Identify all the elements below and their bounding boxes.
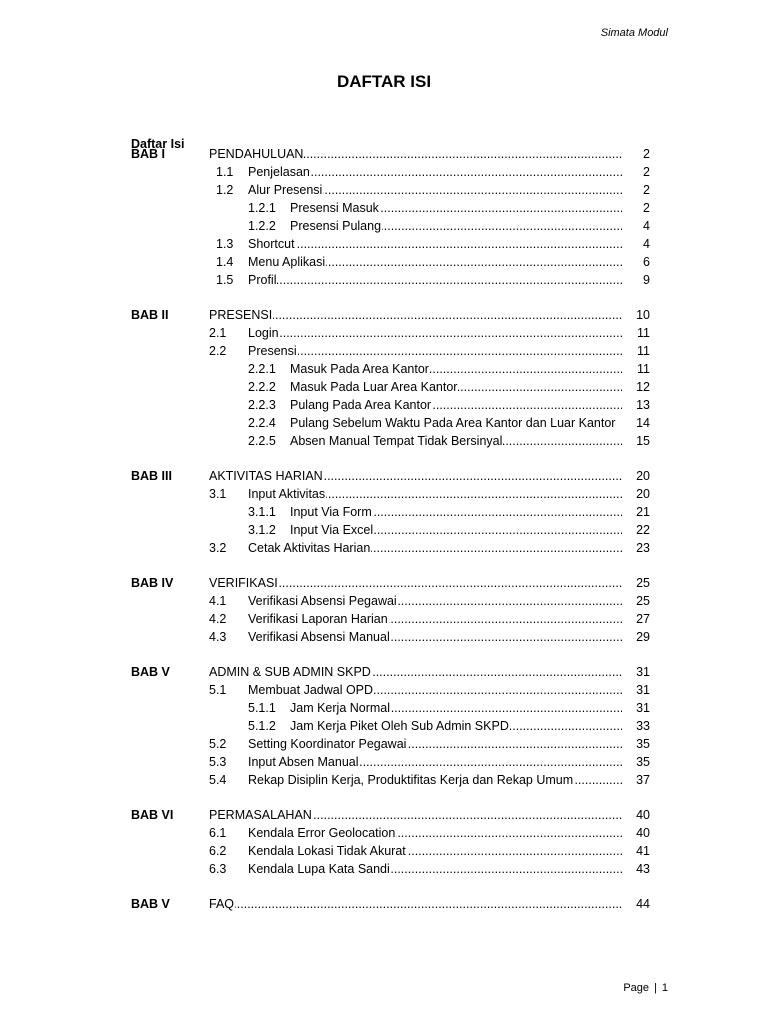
toc-entry [0, 145, 768, 163]
toc-entry-page: 6 [643, 255, 650, 269]
toc-entry [0, 753, 768, 771]
toc-entry [0, 485, 768, 503]
toc-entry-title: VERIFIKASI [209, 576, 278, 590]
toc-entry [0, 217, 768, 235]
toc-entry [0, 610, 768, 628]
toc-entry [0, 235, 768, 253]
toc-chapter-label: BAB V [131, 897, 170, 911]
toc-entry-title: AKTIVITAS HARIAN [209, 469, 323, 483]
toc-entry-page: 23 [636, 541, 650, 555]
toc-entry-number: 1.2.1 [248, 201, 276, 215]
toc-entry-title: PERMASALAHAN [209, 808, 312, 822]
toc-entry [0, 842, 768, 860]
toc-entry-page: 35 [636, 737, 650, 751]
toc-entry-title: Verifikasi Absensi Manual [248, 630, 390, 644]
toc-entry-title: Penjelasan [248, 165, 310, 179]
toc-entry-page: 12 [636, 380, 650, 394]
toc-entry-page: 4 [643, 219, 650, 233]
toc-entry-number: 1.2.2 [248, 219, 276, 233]
toc-entry [0, 521, 768, 539]
toc-entry-leader [209, 895, 622, 913]
toc-entry [0, 467, 768, 485]
toc-entry-page: 25 [636, 576, 650, 590]
toc-chapter-label: BAB IV [131, 576, 174, 590]
toc-entry-page: 2 [643, 165, 650, 179]
toc-entry-page: 40 [636, 826, 650, 840]
toc-entry-page: 29 [636, 630, 650, 644]
toc-entry-leader [209, 663, 622, 681]
toc-entry-number: 6.1 [209, 826, 227, 840]
page-label: Page [623, 982, 650, 994]
toc-entry-number: 2.2.2 [248, 380, 276, 394]
toc-entry-page: 20 [636, 469, 650, 483]
toc-entry-leader [290, 717, 622, 735]
toc-chapter-label: BAB VI [131, 808, 174, 822]
page-separator: | [654, 982, 657, 994]
toc-entry [0, 574, 768, 592]
toc-entry-page: 20 [636, 487, 650, 501]
toc-entry-title: Profil [248, 273, 277, 287]
toc-entry [0, 163, 768, 181]
toc-entry-title: Shortcut [248, 237, 295, 251]
toc-entry [0, 271, 768, 289]
toc-entry-page: 40 [636, 808, 650, 822]
toc-entry-leader [209, 574, 622, 592]
toc-entry-page: 2 [643, 201, 650, 215]
toc-entry-leader [209, 145, 622, 163]
toc-entry-page: 10 [636, 308, 650, 322]
toc-entry-title: Kendala Lupa Kata Sandi [248, 862, 390, 876]
toc-entry-page: 15 [636, 434, 650, 448]
toc-entry-page: 2 [643, 183, 650, 197]
toc-entry-page: 11 [637, 344, 650, 358]
toc-entry-number: 5.3 [209, 755, 227, 769]
toc-entry-leader [248, 342, 622, 360]
toc-entry [0, 199, 768, 217]
toc-entry-title: Input Aktivitas [248, 487, 326, 501]
toc-entry [0, 342, 768, 360]
toc-entry-number: 2.1 [209, 326, 227, 340]
toc-entry-page: 41 [636, 844, 650, 858]
toc-entry [0, 360, 768, 378]
toc-entry-number: 5.4 [209, 773, 227, 787]
toc-entry-title: Input Absen Manual [248, 755, 359, 769]
toc-entry-number: 2.2.1 [248, 362, 276, 376]
toc-entry [0, 663, 768, 681]
toc-entry-title: PENDAHULUAN [209, 147, 304, 161]
toc-entry-leader [209, 467, 622, 485]
toc-entry-title: FAQ [209, 897, 235, 911]
toc-entry-leader [248, 163, 622, 181]
toc-entry-number: 5.1.2 [248, 719, 276, 733]
toc-entry-page: 31 [636, 683, 650, 697]
toc-entry-title: Jam Kerja Piket Oleh Sub Admin SKPD [290, 719, 509, 733]
toc-entry-leader [248, 253, 622, 271]
toc-entry-page: 44 [636, 897, 650, 911]
toc-entry-leader [248, 842, 622, 860]
toc-entry-title: Kendala Error Geolocation [248, 826, 396, 840]
toc-chapter-label: BAB III [131, 469, 172, 483]
toc-entry [0, 717, 768, 735]
toc-entry-title: Rekap Disiplin Kerja, Produktifitas Kerja dan Rekap Umum [248, 773, 574, 787]
toc-entry-leader [248, 539, 622, 557]
toc-entry-title: Presensi [248, 344, 297, 358]
toc-entry [0, 592, 768, 610]
toc-entry-title: ADMIN & SUB ADMIN SKPD [209, 665, 371, 679]
toc-entry-number: 6.2 [209, 844, 227, 858]
toc-entry [0, 860, 768, 878]
page-header: Simata Modul [600, 27, 668, 39]
toc-entry-number: 3.1.1 [248, 505, 276, 519]
toc-entry-leader [290, 432, 622, 450]
toc-entry-title: Presensi Pulang [290, 219, 382, 233]
toc-entry-title: Menu Aplikasi [248, 255, 326, 269]
toc-entry-number: 3.1.2 [248, 523, 276, 537]
toc-entry-leader [248, 735, 622, 753]
toc-entry-number: 5.1 [209, 683, 227, 697]
toc-entry-page: 25 [636, 594, 650, 608]
toc-entry-page: 11 [637, 362, 650, 376]
page-title: DAFTAR ISI [336, 72, 432, 91]
toc-entry-leader [248, 181, 622, 199]
toc-entry-leader [209, 806, 622, 824]
toc-entry-page: 33 [636, 719, 650, 733]
toc-entry [0, 699, 768, 717]
toc-entry-leader [290, 199, 622, 217]
toc-entry [0, 735, 768, 753]
toc-entry-page: 11 [637, 326, 650, 340]
toc-entry-title: Verifikasi Laporan Harian [248, 612, 388, 626]
toc-entry-title: Verifikasi Absensi Pegawai [248, 594, 397, 608]
toc-entry [0, 253, 768, 271]
toc-entry-number: 4.3 [209, 630, 227, 644]
toc-entry-page: 37 [636, 773, 650, 787]
toc-entry-leader [248, 235, 622, 253]
toc-chapter-label: BAB V [131, 665, 170, 679]
toc-entry-page: 31 [636, 665, 650, 679]
toc-entry [0, 432, 768, 450]
toc-entry-leader [248, 485, 622, 503]
toc-entry-number: 1.1 [216, 165, 234, 179]
toc-entry-leader [209, 306, 622, 324]
toc-entry-title: Pulang Pada Area Kantor [290, 398, 432, 412]
toc-entry [0, 824, 768, 842]
toc-entry-title: Input Via Excel [290, 523, 374, 537]
toc-entry-page: 14 [636, 416, 650, 430]
toc-entry [0, 181, 768, 199]
toc-entry-number: 2.2.5 [248, 434, 276, 448]
toc-entry-number: 4.2 [209, 612, 227, 626]
toc-entry [0, 771, 768, 789]
toc-entry [0, 681, 768, 699]
toc-heading: Daftar Isi [131, 137, 185, 151]
toc-entry [0, 324, 768, 342]
toc-entry-page: 21 [636, 505, 650, 519]
toc-entry-title: Cetak Aktivitas Harian [248, 541, 371, 555]
toc-entry-title: Setting Koordinator Pegawai [248, 737, 407, 751]
toc-entry-title: Jam Kerja Normal [290, 701, 391, 715]
toc-entry-leader [248, 681, 622, 699]
toc-entry-leader [290, 378, 622, 396]
toc-entry-number: 2.2 [209, 344, 227, 358]
toc-entry-leader [248, 824, 622, 842]
toc-entry-title: Kendala Lokasi Tidak Akurat [248, 844, 406, 858]
toc-entry-number: 4.1 [209, 594, 227, 608]
toc-entry-title: PRESENSI [209, 308, 273, 322]
toc-entry [0, 378, 768, 396]
toc-entry [0, 539, 768, 557]
toc-entry-title: Presensi Masuk [290, 201, 379, 215]
toc-entry-title: Masuk Pada Luar Area Kantor [290, 380, 458, 394]
toc-entry [0, 806, 768, 824]
toc-entry-page: 22 [636, 523, 650, 537]
toc-entry-leader [248, 771, 622, 789]
toc-entry-number: 2.2.3 [248, 398, 276, 412]
toc-entry-title: Membuat Jadwal OPD [248, 683, 374, 697]
toc-entry-leader [248, 628, 622, 646]
toc-entry-title: Alur Presensi [248, 183, 323, 197]
toc-entry-leader [248, 610, 622, 628]
toc-entry-page: 31 [636, 701, 650, 715]
toc-entry-page: 4 [643, 237, 650, 251]
toc-entry-title: Login [248, 326, 279, 340]
toc-entry-page: 43 [636, 862, 650, 876]
toc-entry-leader [290, 521, 622, 539]
page-footer [623, 982, 668, 994]
toc-entry-number: 2.2.4 [248, 416, 276, 430]
toc-entry-leader [248, 271, 622, 289]
toc-entry-number: 3.1 [209, 487, 227, 501]
toc-entry-number: 1.2 [216, 183, 234, 197]
toc-entry-number: 6.3 [209, 862, 227, 876]
toc-entry-leader [248, 860, 622, 878]
toc-entry-number: 5.2 [209, 737, 227, 751]
toc-entry-number: 1.5 [216, 273, 234, 287]
toc-entry-page: 35 [636, 755, 650, 769]
toc-entry-page: 13 [636, 398, 650, 412]
toc-entry-number: 1.3 [216, 237, 234, 251]
toc-entry-page: 9 [643, 273, 650, 287]
toc-entry [0, 628, 768, 646]
toc-entry-title: Input Via Form [290, 505, 372, 519]
toc-entry-number: 1.4 [216, 255, 234, 269]
toc-entry-leader [248, 324, 622, 342]
toc-entry-leader [248, 592, 622, 610]
toc-entry-title: Masuk Pada Area Kantor [290, 362, 429, 376]
toc-entry [0, 306, 768, 324]
toc-chapter-label: BAB II [131, 308, 169, 322]
toc-entry-leader [290, 217, 622, 235]
toc-entry-title: Pulang Sebelum Waktu Pada Area Kantor dan Luar Kantor [290, 416, 616, 430]
toc-entry-page: 2 [643, 147, 650, 161]
toc-entry-number: 3.2 [209, 541, 227, 555]
toc-entry-leader [290, 503, 622, 521]
toc-entry [0, 503, 768, 521]
toc-entry-leader [290, 396, 622, 414]
toc-entry-title: Absen Manual Tempat Tidak Bersinyal [290, 434, 503, 448]
toc-entry [0, 895, 768, 913]
toc-entry-leader [248, 753, 622, 771]
toc-entry [0, 414, 768, 432]
toc-entry [0, 396, 768, 414]
toc-entry-leader [290, 360, 622, 378]
toc-entry-page: 27 [636, 612, 650, 626]
toc-entry-number: 5.1.1 [248, 701, 276, 715]
page-number: 1 [661, 982, 668, 994]
toc-chapter-label: BAB I [131, 147, 166, 161]
toc-entry-leader [290, 699, 622, 717]
